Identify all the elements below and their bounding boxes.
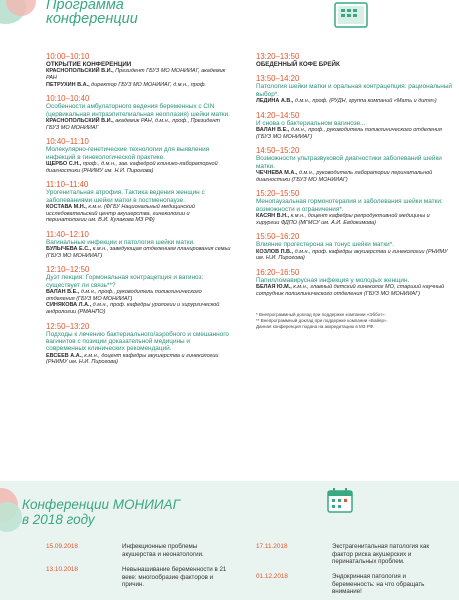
slot-time: 11:40–12:10 — [46, 229, 89, 239]
slot-title: Менопаузальная гормонотерапия и заболевания шейки матки: возможности и ограничения*. — [256, 198, 443, 213]
program-slot — [256, 146, 452, 183]
slot-title: Подходы к лечению бактериального/аэробного и смешанного вагинитов с позиции доказательной медицины и современных клинических рекомендаций. — [46, 330, 229, 353]
tablet-icon — [334, 2, 368, 28]
conference-date: 01.12.2018 — [256, 573, 288, 580]
slot-speaker: ЧЕЧНЕВА М.А., д.м.н., руководитель лаборатории перинатальной диагностики (ГБУЗ МО МОНИИАГ) — [256, 170, 433, 183]
program-slot — [46, 94, 231, 131]
slot-time: 11:10–11:40 — [46, 180, 89, 190]
slot-time: 14:50–15:20 — [256, 146, 300, 156]
program-slot — [256, 111, 452, 141]
conference-topic: Экстрагенитальная патология как фактор риска акушерских и перинатальных проблем. — [332, 543, 430, 566]
slot-speaker: ЕВСЕЕВ А.А., к.м.н., доцент кафедры акушерства и гинекологии (РНИМУ им. Н.И. Пирогова) — [46, 352, 219, 366]
slot-speaker: ЛЕДИНА А.В., д.м.н., проф. (РУДН, группа компаний «Мать и дитя») — [256, 98, 437, 105]
slot-speaker: БУЛЫЧЕВА Е.С., к.м.н., заведующая отделением планирования семьи (ГБУЗ МО МОНИИАГ) — [46, 246, 231, 259]
slot-title: Влияние прогестерона на тонус шейки матки*. — [256, 241, 394, 249]
slot-speaker: КРАСНОПОЛЬСКИЙ В.И., Президент ГБУЗ МО МОНИИАГ, академик РАН — [46, 68, 226, 81]
program-slot — [46, 265, 231, 315]
slot-title: ОБЕДЕННЫЙ КОФЕ БРЕЙК — [256, 61, 340, 68]
program-slot — [256, 189, 452, 226]
conference-topic: Эндокринная патология и беременность: на что обращать внимание! — [332, 573, 425, 596]
program-slot — [46, 137, 231, 174]
page-header — [0, 0, 459, 36]
footnotes — [256, 312, 452, 331]
slot-speaker: КОСТАВА М.Н., к.м.н. (ФГБУ Национальный медицинский исследовательский центр акушерства, гинекологии и перинатологии им. В.И. Кулакова МЗ РФ) — [46, 204, 195, 224]
program-right-column — [256, 52, 452, 330]
slot-title: Папилломавирусная инфекция у молодых женщин. — [256, 277, 410, 284]
slot-time: 10:40–11:10 — [46, 137, 89, 147]
footnote: ** Внепрограммный доклад при поддержке компании «Байер». — [256, 317, 388, 323]
slot-title: Молекулярно-генетические технологии для выявления инфекций в гинекологической практике. — [46, 146, 210, 161]
conference-topic: Инфекционные проблемы акушерства и неонатологии. — [122, 543, 204, 558]
slot-time: 13:20–13:50 — [256, 52, 300, 61]
slot-title: И снова о бактериальном вагинозе... — [256, 119, 366, 127]
program-slot — [46, 180, 231, 224]
slot-time: 12:10–12:50 — [46, 265, 90, 275]
slot-speaker: ЩЕРБО С.Н., проф., д.м.н., зав. кафедрой клинико-лабораторной диагностики (РНИМУ им. Н.И. Пирогова) — [46, 161, 218, 174]
slot-time: 10:00–10:10 — [46, 52, 90, 61]
calendar-icon — [326, 486, 354, 514]
slot-title: Особенности амбулаторного ведения беременных с CIN (цервикальная интраэпителиальная неоплазия) шейки матки. — [46, 103, 230, 118]
slot-speaker: СИНЯКОВА Л.А., д.м.н., проф. кафедры урологии и хирургической андрологии (РМАНПО) — [46, 302, 220, 315]
footnote: * Внепрограммный доклад при поддержке компании «Эббот». — [256, 311, 386, 317]
program-left-column — [46, 52, 231, 372]
program-slot — [46, 322, 231, 366]
slot-time: 12:50–13:20 — [46, 321, 90, 331]
conferences-title: Конференции МОНИИАГ в 2018 году — [22, 497, 180, 527]
slot-title: Дуэт лекция: Гормональная контрацепция и вагиноз: существует ли связь**? — [46, 274, 204, 289]
conference-date: 17.11.2018 — [256, 543, 288, 550]
slot-title: ОТКРЫТИЕ КОНФЕРЕНЦИИ — [46, 61, 132, 68]
slot-time: 14:20–14:50 — [256, 110, 300, 120]
slot-title: Патология шейки матки и оральная контрацепция: рациональный выбор*. — [256, 83, 452, 98]
slot-speaker: ВАЛАН В.Е., д.м.н., проф., руководитель поликлинического отделения (ГБУЗ МО МОНИИАГ) — [256, 127, 442, 140]
slot-time: 16:20–16:50 — [256, 268, 300, 277]
slot-speaker: БЕЛАЯ Ю.М., к.м.н., главный детский гинеколог МО, старший научный сотрудник поликлинического отделения (ГБУЗ МО МОНИИАГ) — [256, 284, 445, 297]
slot-speaker: КАСЯН В.Н., к.м.н., доцент кафедры репродуктивной медицины и хирургии ФДПО (МГМСУ им. А.И. Евдокимова) — [256, 213, 430, 226]
conference-topic: Невынашивание беременности в 21 веке: многообразие факторов и причин. — [122, 566, 227, 589]
slot-speaker: ВАЛАН В.Е., д.м.н., проф., руководитель поликлинического отделения (ГБУЗ МО МОНИИАГ) — [46, 289, 202, 302]
slot-title: Урогенитальная атрофия. Тактика ведения женщин с заболеваниями шейки матки в постменопаузе. — [46, 189, 205, 204]
program-slot — [256, 268, 452, 298]
program-slot — [256, 52, 452, 68]
program-slot — [46, 230, 231, 260]
slot-time: 15:50–16:20 — [256, 232, 300, 242]
conference-date: 15.09.2018 — [46, 543, 78, 550]
slot-time: 10:10–10:40 — [46, 94, 90, 104]
slot-time: 15:20–15:50 — [256, 189, 300, 199]
conference-date: 13.10.2018 — [46, 566, 78, 573]
page-title: Программа конференции — [46, 0, 138, 27]
slot-speaker: КОЗЛОВ П.В., д.м.н., проф. кафедры акушерства и гинекологии (РНИМУ им. Н.И. Пирогова) — [256, 248, 448, 262]
slot-speaker: КРАСНОПОЛЬСКИЙ В.И., академик РАН, д.м.н., проф., Президент ГБУЗ МО МОНИИАГ — [46, 118, 220, 131]
footnote: Данная конференция подана на аккредитацию в МЗ РФ. — [256, 324, 375, 329]
slot-speaker: ПЕТРУХИН В.А., директор ГБУЗ МО МОНИИАГ, д.м.н., проф. — [46, 81, 206, 88]
program-slot — [256, 74, 452, 104]
slot-time: 13:50–14:20 — [256, 74, 300, 84]
slot-title: Вагинальные инфекции и патология шейки матки. — [46, 238, 195, 246]
slot-title: Возможности ультразвуковой диагностики заболеваний шейки матки. — [256, 155, 442, 170]
program-slot — [256, 232, 452, 262]
program-slot — [46, 52, 231, 88]
